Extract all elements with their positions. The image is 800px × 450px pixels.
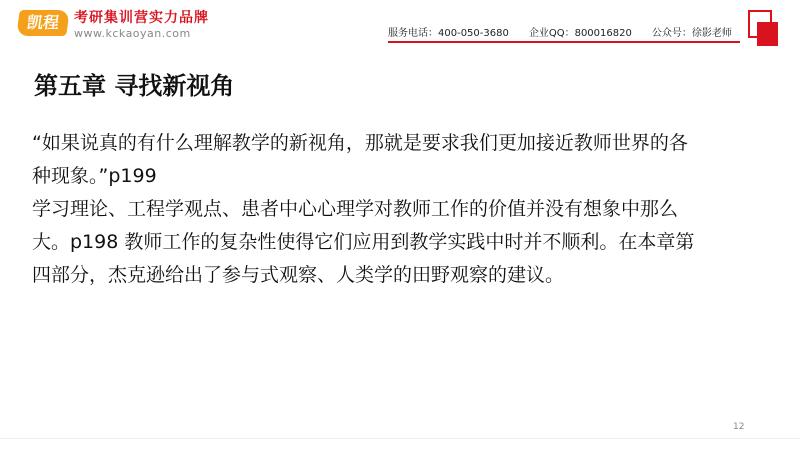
header-divider bbox=[388, 41, 740, 43]
logo-mark: 凯程 bbox=[16, 10, 70, 36]
contact-phone: 服务电话：400-050-3680 bbox=[388, 28, 509, 39]
corner-filled-square bbox=[757, 22, 778, 46]
contact-bar bbox=[388, 24, 732, 39]
corner-decoration bbox=[748, 10, 778, 46]
page-number: 12 bbox=[733, 422, 745, 432]
brand-logo bbox=[18, 10, 209, 44]
contact-qq: 企业QQ：800016820 bbox=[528, 28, 632, 39]
slide-header bbox=[0, 0, 800, 52]
slide-title: 第五章 寻找新视角 bbox=[34, 72, 235, 100]
quote-paragraph: “如果说真的有什么理解教学的新视角，那就是要求我们更加接近教师世界的各种现象。”p199 bbox=[32, 132, 688, 187]
brand-url: www.kckaoyan.com bbox=[74, 27, 191, 40]
logo-text bbox=[74, 10, 209, 40]
slide-body bbox=[32, 127, 697, 292]
body-paragraph: 学习理论、工程学观点、患者中心心理学对教师工作的价值并没有想象中那么大。p198 教师工作的复杂性使得它们应用到教学实践中时并不顺利。在本章第四部分，杰克逊给出了参与式观察、人类学的田野观察的建议。 bbox=[32, 198, 695, 286]
contact-wechat: 公众号：徐影老师 bbox=[651, 28, 732, 39]
footer-divider bbox=[0, 438, 800, 439]
brand-slogan: 考研集训营实力品牌 bbox=[74, 10, 209, 26]
